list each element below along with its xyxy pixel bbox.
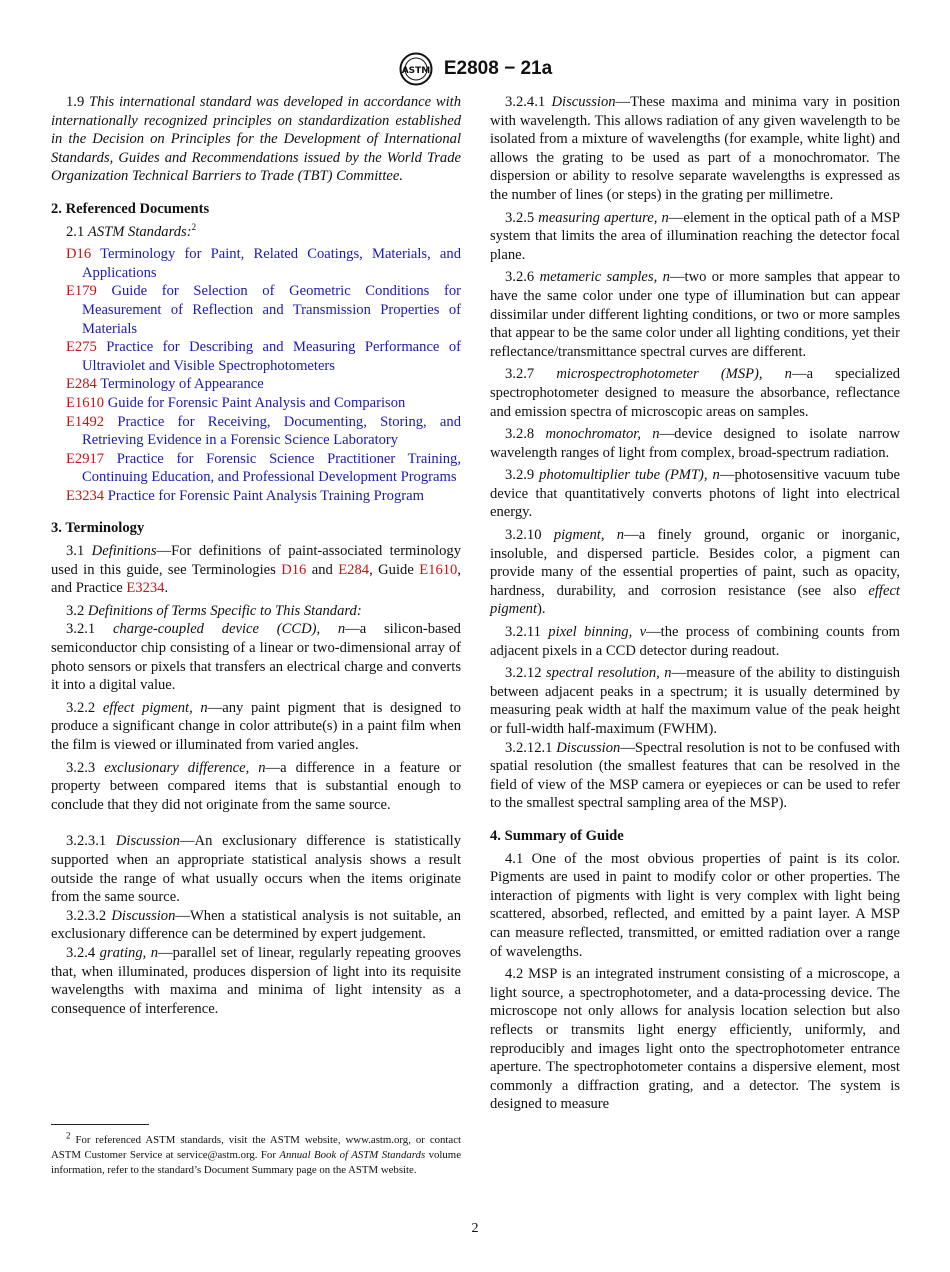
astm-logo-icon bbox=[398, 52, 434, 86]
footnote-2: $^2$ For referenced ASTM standards, visit the ASTM website, www.astm.org, or contact ASTM Customer Service at service@astm.org. For Annual Book of ASTM Standards volume information, refer to the standard’s Document Summary page on the ASTM website. bbox=[51, 1130, 461, 1176]
discussion-3-2-3-1: 3.2.3.1 Discussion—An exclusionary difference is statistically supported when an appropriate statistical analysis shows a result outside the range of what usually occurs when the items originate from the same source. bbox=[51, 833, 461, 906]
definition-3-2-3: 3.2.3 exclusionary difference, n—a difference in a feature or property between compared items that is substantial enough to conclude that they did not originate from the same source. bbox=[51, 759, 461, 813]
reference-link[interactable]: E284 Terminology of Appearance bbox=[66, 376, 264, 393]
section-4-heading: 4. Summary of Guide bbox=[490, 827, 624, 844]
page-number: 2 bbox=[471, 1221, 479, 1236]
reference-link[interactable]: D16 Terminology for Paint, Related Coatings, Materials, and Applications bbox=[66, 246, 461, 281]
page-header bbox=[0, 52, 950, 86]
definition-3-2-9: 3.2.9 photomultiplier tube (PMT), n—photosensitive vacuum tube device that quantitatively converts photons of light into electrical energy. bbox=[490, 467, 901, 521]
definition-3-2-8: 3.2.8 monochromator, n—device designed to isolate narrow wavelength ranges of light from complex, broad-spectrum radiation. bbox=[490, 426, 900, 461]
discussion-3-2-12-1: 3.2.12.1 Discussion—Spectral resolution is not to be confused with spatial resolution (the smallest features that can be resolved in the field of view of the MSP camera or eyepieces or can be used to refer to the smallest spectral sampling area of the MSP). bbox=[490, 739, 900, 812]
reference-link[interactable]: E1492 Practice for Receiving, Documenting, Storing, and Retrieving Evidence in a Forensic Science Laboratory bbox=[66, 413, 461, 449]
reference-link-e3234[interactable]: E3234 bbox=[126, 580, 165, 597]
reference-link[interactable]: E1610 Guide for Forensic Paint Analysis and Comparison bbox=[66, 394, 406, 411]
definition-3-2-7: 3.2.7 microspectrophotometer (MSP), n—a specialized spectrophotometer designed to measure the absorbance, reflectance and emission spectra of microscopic areas on samples. bbox=[490, 366, 900, 420]
reference-link-d16[interactable]: D16 bbox=[281, 561, 307, 578]
definition-3-2-4: 3.2.4 grating, n—parallel set of linear, regularly repeating grooves that, when illuminated, produces dispersion of light into its requisite wavelengths with maxima and minima of light intensity as a consequence of interference. bbox=[51, 944, 461, 1017]
paragraph-4-1: 4.1 One of the most obvious properties of paint is its color. Pigments are used in paint to modify color or other properties. The interaction of pigments with light is very complex with light being scattered, absorbed, reflected, and emitted by a paint layer. A MSP can measure reflected, transmitted, or emitted radiation over a range of wavelengths. bbox=[490, 850, 900, 960]
discussion-3-2-3-2: 3.2.3.2 Discussion—When a statistical analysis is not suitable, an exclusionary difference can be determined by expert judgement. bbox=[51, 907, 461, 943]
reference-link-e284[interactable]: E284 bbox=[338, 561, 370, 578]
reference-link[interactable]: E2917 Practice for Forensic Science Practitioner Training, Continuing Education, and Professional Development Programs bbox=[66, 450, 461, 486]
definition-3-2-5: 3.2.5 measuring aperture, n—element in the optical path of a MSP system that limits the area of illumination reaching the detector focal plane. bbox=[490, 209, 901, 263]
left-column bbox=[51, 93, 461, 1022]
definition-3-2-1: 3.2.1 charge-coupled device (CCD), n—a silicon-based semiconductor chip consisting of a linear or two-dimensional array of photo sensors or pixels that transfers an electrical charge and converts it into a digital value. bbox=[51, 621, 461, 694]
paragraph-2-1: 2.1 ASTM Standards:$^2$ bbox=[66, 221, 197, 240]
right-column bbox=[490, 93, 900, 1118]
paragraph-3-2: 3.2 Definitions of Terms Specific to This Standard: bbox=[66, 602, 362, 619]
reference-link[interactable]: E3234 Practice for Forensic Paint Analysis Training Program bbox=[66, 487, 424, 504]
footnote-divider bbox=[51, 1124, 149, 1125]
svg-text:ASTM: ASTM bbox=[401, 66, 431, 76]
standard-designation: E2808 − 21a bbox=[443, 58, 553, 79]
paragraph-4-2: 4.2 MSP is an integrated instrument consisting of a microscope, a light source, a spectrophotometer, and a data-processing device. The microscope not only allows for analysis location selection but also reflects or transmits light energy efficiently, uniformly, and reproducibly and images light onto the spectrophotometer entrance aperture. The spectrophotometer contains a dispersive element, most commonly a diffraction grating, and a detector. The system is designed to measure bbox=[490, 966, 900, 1113]
definition-3-2-12: 3.2.12 spectral resolution, n—measure of the ability to distinguish between adjacent peaks in a spectrum; it is usually determined by measuring peak width at half the maximum value of the peak height or full-width half-maximum (FWHM). bbox=[490, 665, 900, 737]
discussion-3-2-4-1: 3.2.4.1 Discussion—These maxima and minima vary in position with wavelength. This allows radiation of any given wavelength to be isolated from a mixture of wavelengths (for example, white light) and allows the grating to be used as part of a monochromator. The dispersion or ability to resolve separate wavelengths is expressed as the number of lines (or steps) in the grating per millimetre. bbox=[490, 94, 900, 203]
definition-3-2-6: 3.2.6 metameric samples, n—two or more samples that appear to have the same color under one type of illumination but can appear dissimilar under different lighting conditions, or two or more samples that appear to be the same color under all lighting conditions, yet their reflectance/transmittance spectral curves are different. bbox=[490, 269, 900, 360]
section-2-heading: 2. Referenced Documents bbox=[51, 200, 210, 217]
definition-3-2-11: 3.2.11 pixel binning, v—the process of combining counts from adjacent pixels in a CCD detector during readout. bbox=[490, 624, 900, 659]
definition-3-2-10: 3.2.10 pigment, n—a finely ground, organic or inorganic, insoluble, and dispersed particle. Besides color, a pigment can provide many of the essential properties of paint, such as opacity, hardness, durability, and corrosion resistance (see also effect pigment). bbox=[490, 527, 900, 618]
reference-link[interactable]: E179 Guide for Selection of Geometric Conditions for Measurement of Reflection and Transmission Properties of Materials bbox=[66, 283, 461, 337]
paragraph-3-1: 3.1 Definitions—For definitions of paint-associated terminology used in this guide, see Terminologies D16 and E284, Guide E1610, and Practice E3234. bbox=[51, 543, 461, 597]
reference-link[interactable]: E275 Practice for Describing and Measuring Performance of Ultraviolet and Visible Spectrophotometers bbox=[66, 339, 461, 374]
reference-link-e1610[interactable]: E1610 bbox=[419, 561, 458, 578]
section-3-heading: 3. Terminology bbox=[51, 520, 145, 537]
paragraph-1-9: 1.9 This international standard was developed in accordance with internationally recognized principles on standardization established in the Decision on Principles for the Development of International Standards, Guides and Recommendations issued by the World Trade Organization Technical Barriers to Trade (TBT) Committee. bbox=[51, 94, 462, 185]
definition-3-2-2: 3.2.2 effect pigment, n—any paint pigment that is designed to produce a significant change in color attribute(s) in a paint film when the film is viewed or illuminated from varied angles. bbox=[51, 699, 461, 753]
